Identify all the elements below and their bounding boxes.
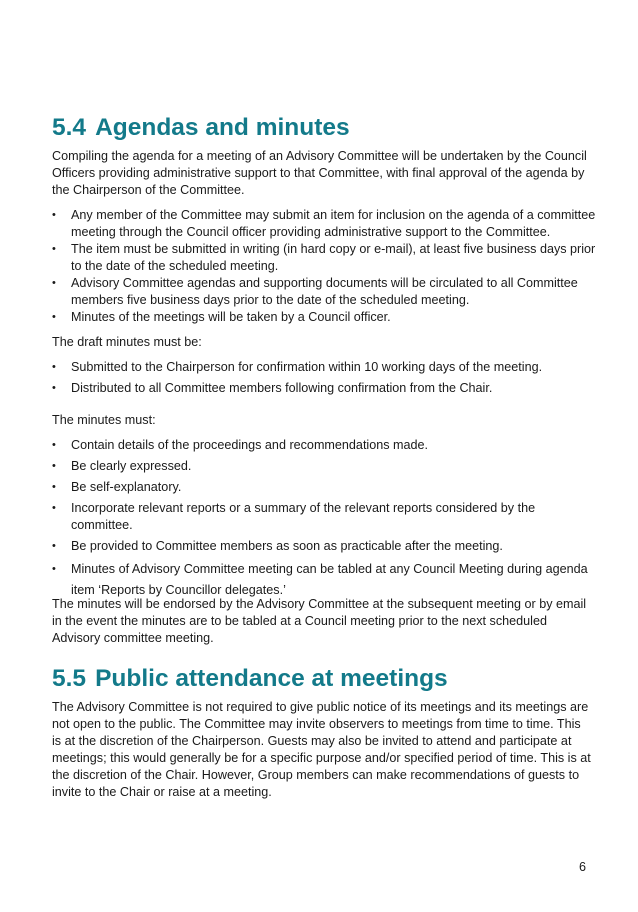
draft-minutes-list: [52, 359, 597, 401]
list-item: • Be clearly expressed.: [52, 458, 597, 475]
list-item: • Minutes of the meetings will be taken by a Council officer.: [52, 309, 597, 326]
list-item: • Be self-explanatory.: [52, 479, 597, 496]
section-title: Agendas and minutes: [95, 114, 350, 141]
page-number: 6: [579, 860, 587, 874]
closing-paragraph: The minutes will be endorsed by the Advisory Committee at the subsequent meeting or by email in the event the minutes are to be tabled at a Council meeting prior to the next scheduled Advisory committee meeting.: [52, 597, 587, 645]
minutes-must-label: The minutes must:: [52, 413, 156, 427]
list-item: • Any member of the Committee may submit an item for inclusion on the agenda of a committee meeting through the Council officer providing administrative support to the Committee.: [52, 207, 597, 241]
list-item: • Be provided to Committee members as soon as practicable after the meeting.: [52, 538, 597, 555]
draft-minutes-label: The draft minutes must be:: [52, 335, 202, 349]
list-item: • Incorporate relevant reports or a summary of the relevant reports considered by the committee.: [52, 500, 597, 534]
public-attendance-paragraph: The Advisory Committee is not required to give public notice of its meetings and its meetings are not open to the public. The Committee may invite observers to meetings from time to time. This is at the discretion of the Chairperson. Guests may also be invited to attend and participate at meetings; this would generally be for a specific purpose and/or specified period of time. This is at the discretion of the Chair. However, Group members can make recommendations of guests to invite to the Chair or raise at a meeting.: [52, 700, 591, 799]
agenda-bullet-list: [52, 207, 597, 326]
section-heading-5-5: [52, 665, 448, 693]
minutes-requirements-list: [52, 437, 597, 605]
list-item: • Contain details of the proceedings and recommendations made.: [52, 437, 597, 454]
section-number: 5.5: [52, 665, 87, 692]
intro-paragraph: Compiling the agenda for a meeting of an Advisory Committee will be undertaken by the Council Officers providing administrative support to that Committee, with final approval of the agenda by the Chairperson of the Committee.: [52, 149, 587, 197]
list-item: • Submitted to the Chairperson for confirmation within 10 working days of the meeting.: [52, 359, 597, 376]
section-title: Public attendance at meetings: [95, 665, 448, 692]
list-item: • Advisory Committee agendas and supporting documents will be circulated to all Committee members five business days prior to the date of the scheduled meeting.: [52, 275, 597, 309]
section-number: 5.4: [52, 114, 87, 141]
list-item: • Minutes of Advisory Committee meeting can be tabled at any Council Meeting during agenda item ‘Reports by Councillor delegates.’: [52, 559, 597, 601]
list-item: • Distributed to all Committee members following confirmation from the Chair.: [52, 380, 597, 397]
section-heading-5-4: [52, 114, 350, 142]
list-item: • The item must be submitted in writing (in hard copy or e-mail), at least five business days prior to the date of the scheduled meeting.: [52, 241, 597, 275]
